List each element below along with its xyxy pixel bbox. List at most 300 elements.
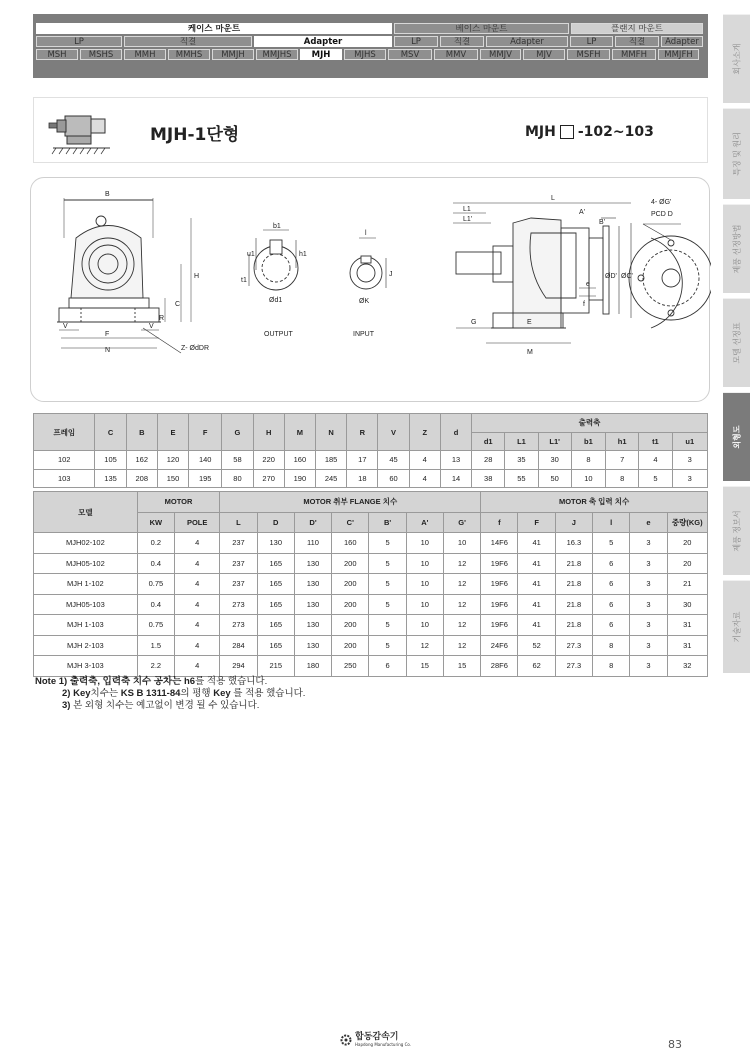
top-navigation — [33, 14, 708, 78]
side-tab-label: 기술자료 — [732, 611, 741, 643]
table-header-cell: J — [555, 512, 592, 533]
dim-d1: Ød1 — [269, 297, 283, 304]
table-cell: 220 — [253, 451, 284, 470]
table-header-cell: 출력축 — [472, 414, 708, 433]
table-cell: 14 — [440, 469, 471, 488]
table-cell: 110 — [294, 533, 331, 554]
notes — [35, 676, 305, 712]
table-cell: 18 — [347, 469, 378, 488]
table-cell: 12 — [443, 635, 480, 656]
table-cell: 208 — [126, 469, 157, 488]
side-tab[interactable] — [723, 580, 750, 673]
table-cell: 5 — [369, 594, 406, 615]
table-cell: 3 — [630, 553, 667, 574]
table-row — [34, 635, 708, 656]
table-cell: 8 — [571, 451, 605, 470]
side-tab[interactable] — [723, 486, 750, 575]
table-cell: 200 — [332, 594, 369, 615]
table-cell: 21.8 — [555, 574, 592, 595]
table-cell: 162 — [126, 451, 157, 470]
nav-tab-mshs[interactable]: MSHS — [80, 49, 122, 60]
table-cell: MJH 1-102 — [34, 574, 138, 595]
table-cell: 3 — [630, 635, 667, 656]
table-header-cell: G — [222, 414, 253, 451]
table-cell: 180 — [294, 656, 331, 677]
side-tab[interactable] — [723, 298, 750, 387]
table-header-cell: B' — [369, 512, 406, 533]
table-cell: 3 — [630, 615, 667, 636]
model-dimension-table — [33, 491, 708, 677]
dim-L1-prime: L1' — [463, 216, 473, 223]
table-cell: 24F6 — [481, 635, 518, 656]
table-header-cell: G' — [443, 512, 480, 533]
table-cell: 200 — [332, 553, 369, 574]
table-header-cell: u1 — [672, 432, 707, 451]
nav-tab-mmh[interactable]: MMH — [124, 49, 166, 60]
table-cell: 30 — [667, 594, 707, 615]
table-header-cell: b1 — [571, 432, 605, 451]
nav-mount-row — [36, 23, 703, 34]
dim-Z: Z- ØdDR — [181, 345, 209, 352]
nav-tab-케이스-마운트[interactable]: 케이스 마운트 — [36, 23, 392, 34]
table-cell: 6 — [593, 594, 630, 615]
table-cell: 3 — [630, 594, 667, 615]
technical-drawing-panel — [30, 177, 710, 402]
side-tab-label: 외형도 — [732, 425, 741, 449]
table-cell: 38 — [472, 469, 505, 488]
nav-tab-lp[interactable]: LP — [570, 36, 613, 47]
table-cell: 190 — [284, 469, 315, 488]
table-cell: 17 — [347, 451, 378, 470]
table-cell: 3 — [630, 574, 667, 595]
table-cell: 10 — [406, 594, 443, 615]
table-cell: 8 — [606, 469, 639, 488]
table-header-cell: H — [253, 414, 284, 451]
dim-h1: h1 — [299, 251, 307, 258]
model-table-header — [34, 492, 708, 533]
table-header-cell: Z — [409, 414, 440, 451]
table-cell: 103 — [34, 469, 95, 488]
dim-C: C — [175, 301, 181, 308]
table-cell: 31 — [667, 615, 707, 636]
table-cell: 4 — [175, 635, 220, 656]
nav-tab-mjh[interactable]: MJH — [300, 49, 342, 60]
dim-V-left: V — [63, 323, 68, 330]
table-cell: 5 — [369, 533, 406, 554]
table-cell: 3 — [630, 656, 667, 677]
nav-tab-adapter[interactable]: Adapter — [254, 36, 392, 47]
nav-tab-mmhs[interactable]: MMHS — [168, 49, 210, 60]
dim-e: e — [586, 281, 590, 288]
table-cell: 19F6 — [481, 553, 518, 574]
dim-C-prime: ØC' — [621, 273, 633, 280]
nav-tab-lp[interactable]: LP — [36, 36, 122, 47]
dim-B: B — [105, 191, 110, 198]
table-row — [34, 615, 708, 636]
dim-J: J — [389, 271, 393, 278]
table-header-cell: KW — [137, 512, 174, 533]
nav-tab-mmv[interactable]: MMV — [434, 49, 478, 60]
table-header-cell: F — [189, 414, 222, 451]
table-cell: 120 — [157, 451, 188, 470]
table-header-cell: t1 — [639, 432, 672, 451]
table-cell: 10 — [443, 533, 480, 554]
table-cell: 273 — [220, 615, 257, 636]
dim-V-right: V — [149, 323, 154, 330]
table-cell: 5 — [369, 635, 406, 656]
table-cell: 41 — [518, 533, 555, 554]
table-cell: 6 — [593, 574, 630, 595]
table-header-cell: 중량(KG) — [667, 512, 707, 533]
table-cell: 31 — [667, 635, 707, 656]
page-title: MJH-1단형 — [150, 125, 240, 145]
model-table-body — [34, 533, 708, 677]
table-cell: 165 — [257, 553, 294, 574]
dim-b1: b1 — [273, 223, 281, 230]
label-input: INPUT — [353, 331, 374, 338]
table-cell: 16.3 — [555, 533, 592, 554]
frame-dimension-table — [33, 413, 708, 488]
table-cell: 0.2 — [137, 533, 174, 554]
table-cell: 41 — [518, 594, 555, 615]
table-cell: MJH05-102 — [34, 553, 138, 574]
frame-table-header — [34, 414, 708, 451]
dim-f: f — [583, 301, 585, 308]
table-header-cell: d — [440, 414, 471, 451]
dim-A-prime: A' — [579, 209, 586, 216]
table-cell: 12 — [406, 635, 443, 656]
table-header-cell: d1 — [472, 432, 505, 451]
dim-4-G-prime: 4- ØG' — [651, 199, 672, 206]
table-cell: 15 — [443, 656, 480, 677]
model-prefix: MJH — [525, 124, 556, 140]
table-cell: 30 — [538, 451, 571, 470]
table-header-cell: B — [126, 414, 157, 451]
table-row — [34, 469, 708, 488]
table-cell: 41 — [518, 553, 555, 574]
table-header-cell: V — [378, 414, 409, 451]
table-cell: MJH05-103 — [34, 594, 138, 615]
table-cell: 284 — [220, 635, 257, 656]
nav-tab-직결[interactable]: 직결 — [124, 36, 252, 47]
table-cell: MJH02-102 — [34, 533, 138, 554]
table-header-cell: N — [316, 414, 347, 451]
dim-L1: L1 — [463, 206, 471, 213]
model-suffix: -102~103 — [577, 124, 654, 140]
table-cell: 50 — [538, 469, 571, 488]
table-cell: 200 — [332, 635, 369, 656]
table-header-cell: MOTOR 축 입력 치수 — [481, 492, 708, 513]
footer-logo — [340, 1033, 411, 1047]
table-cell: 19F6 — [481, 615, 518, 636]
table-cell: MJH 3-103 — [34, 656, 138, 677]
dim-D-prime: ØD' — [605, 273, 617, 280]
table-cell: 0.75 — [137, 615, 174, 636]
table-cell: 130 — [294, 635, 331, 656]
table-cell: 0.75 — [137, 574, 174, 595]
nav-tab-mmjhs[interactable]: MMJHS — [256, 49, 298, 60]
dim-K: ØK — [359, 298, 370, 305]
table-cell: 35 — [505, 451, 538, 470]
nav-tab-msfh[interactable]: MSFH — [567, 49, 610, 60]
table-cell: 20 — [667, 533, 707, 554]
table-cell: 4 — [639, 451, 672, 470]
table-cell: 80 — [222, 469, 253, 488]
table-cell: 62 — [518, 656, 555, 677]
table-row — [34, 656, 708, 677]
nav-tab-베이스-마운트[interactable]: 베이스 마운트 — [394, 23, 569, 34]
dim-G: G — [471, 319, 477, 326]
table-header-cell: L — [220, 512, 257, 533]
table-cell: 237 — [220, 574, 257, 595]
gear-reducer-icon — [48, 110, 118, 158]
table-cell: 6 — [593, 553, 630, 574]
table-cell: 160 — [332, 533, 369, 554]
table-cell: 237 — [220, 553, 257, 574]
dim-l: l — [365, 230, 367, 237]
table-header-cell: 프레임 — [34, 414, 95, 451]
table-cell: 10 — [406, 574, 443, 595]
table-header-cell: E — [157, 414, 188, 451]
table-header-cell: l — [593, 512, 630, 533]
table-cell: 5 — [593, 533, 630, 554]
label-output: OUTPUT — [264, 331, 293, 338]
table-cell: 21.8 — [555, 594, 592, 615]
table-cell: 60 — [378, 469, 409, 488]
dim-M: M — [527, 349, 533, 356]
table-row — [34, 553, 708, 574]
nav-tab-mmfh[interactable]: MMFH — [612, 49, 656, 60]
table-cell: 273 — [220, 594, 257, 615]
table-cell: 52 — [518, 635, 555, 656]
table-cell: 294 — [220, 656, 257, 677]
table-cell: 1.5 — [137, 635, 174, 656]
table-cell: 130 — [294, 574, 331, 595]
table-cell: 135 — [95, 469, 126, 488]
table-cell: 4 — [409, 469, 440, 488]
nav-tab-mmjv[interactable]: MMJV — [480, 49, 521, 60]
nav-tab-플랜지-마운트[interactable]: 플랜지 마운트 — [571, 23, 703, 34]
table-cell: 270 — [253, 469, 284, 488]
table-cell: 8 — [593, 635, 630, 656]
table-cell: 12 — [443, 553, 480, 574]
table-cell: 130 — [294, 553, 331, 574]
table-cell: 150 — [157, 469, 188, 488]
model-code — [525, 124, 654, 140]
dim-u1: u1 — [247, 251, 255, 258]
dim-L: L — [551, 195, 555, 202]
table-cell: 5 — [639, 469, 672, 488]
table-cell: 45 — [378, 451, 409, 470]
table-cell: 102 — [34, 451, 95, 470]
table-cell: 165 — [257, 615, 294, 636]
dim-E: E — [527, 319, 532, 326]
table-cell: MJH 1-103 — [34, 615, 138, 636]
table-cell: 200 — [332, 615, 369, 636]
dim-F: F — [105, 331, 110, 338]
table-cell: 215 — [257, 656, 294, 677]
side-tab[interactable] — [723, 392, 750, 481]
table-header-cell: F — [518, 512, 555, 533]
dim-PCD: PCD D — [651, 211, 673, 218]
side-tab-label: 모델 선정표 — [732, 322, 741, 364]
table-cell: 195 — [189, 469, 222, 488]
table-cell: 165 — [257, 635, 294, 656]
table-cell: 0.4 — [137, 553, 174, 574]
page-number: 83 — [668, 1038, 682, 1051]
nav-tab-adapter[interactable]: Adapter — [661, 36, 703, 47]
table-header-cell: MOTOR 취부 FLANGE 치수 — [220, 492, 481, 513]
logo-subtext: Hapdong Manufacturing Co. — [355, 1042, 412, 1047]
side-tab[interactable] — [723, 14, 750, 103]
table-cell: 4 — [175, 574, 220, 595]
table-header-cell: MOTOR — [137, 492, 220, 513]
nav-tab-msv[interactable]: MSV — [388, 49, 432, 60]
nav-tab-직결[interactable]: 직결 — [440, 36, 484, 47]
nav-tab-msh[interactable]: MSH — [36, 49, 78, 60]
logo-text: 합동감속기 — [355, 1032, 399, 1042]
dim-R: R — [159, 315, 165, 322]
table-header-cell: L1 — [505, 432, 538, 451]
side-tab[interactable] — [723, 108, 750, 199]
nav-tab-mmjfh[interactable]: MMJFH — [658, 49, 699, 60]
table-row — [34, 574, 708, 595]
table-cell: 2.2 — [137, 656, 174, 677]
table-header-cell: R — [347, 414, 378, 451]
table-cell: 41 — [518, 574, 555, 595]
model-placeholder-box — [560, 125, 574, 139]
dim-t1: t1 — [241, 277, 247, 284]
table-cell: 5 — [369, 574, 406, 595]
table-cell: 12 — [443, 615, 480, 636]
note-1: Note 1) 출력축, 입력축 치수 공차는 h6를 적용 했습니다. — [35, 676, 268, 687]
table-header-cell: C — [95, 414, 126, 451]
table-cell: 28 — [472, 451, 505, 470]
table-cell: 15 — [406, 656, 443, 677]
side-tab-label: 회사소개 — [732, 43, 741, 75]
table-cell: 3 — [672, 469, 707, 488]
table-cell: 200 — [332, 574, 369, 595]
nav-tab-직결[interactable]: 직결 — [615, 36, 659, 47]
table-cell: 10 — [406, 553, 443, 574]
table-cell: 6 — [593, 615, 630, 636]
side-tab-label: 특징 및 원리 — [732, 132, 741, 176]
nav-tab-lp[interactable]: LP — [394, 36, 438, 47]
table-header-cell: A' — [406, 512, 443, 533]
table-header-cell: C' — [332, 512, 369, 533]
table-cell: 21.8 — [555, 553, 592, 574]
table-cell: 19F6 — [481, 594, 518, 615]
side-tab-label: 제품 선정방법 — [732, 224, 741, 274]
table-cell: 4 — [175, 656, 220, 677]
table-header-cell: L1' — [538, 432, 571, 451]
table-cell: 105 — [95, 451, 126, 470]
table-cell: 130 — [294, 615, 331, 636]
table-cell: 4 — [175, 594, 220, 615]
table-cell: 7 — [606, 451, 639, 470]
table-cell: 165 — [257, 574, 294, 595]
table-header-cell: POLE — [175, 512, 220, 533]
table-cell: 10 — [571, 469, 605, 488]
table-cell: 250 — [332, 656, 369, 677]
dimension-drawing — [31, 178, 711, 403]
table-cell: 5 — [369, 553, 406, 574]
table-cell: 4 — [175, 615, 220, 636]
table-cell: 4 — [175, 553, 220, 574]
nav-model-row — [36, 49, 699, 60]
table-cell: 4 — [175, 533, 220, 554]
table-cell: 8 — [593, 656, 630, 677]
table-cell: 130 — [294, 594, 331, 615]
side-tab-label: 제품 정보서 — [732, 510, 741, 552]
table-cell: 21.8 — [555, 615, 592, 636]
nav-tab-mjhs[interactable]: MJHS — [344, 49, 386, 60]
table-cell: 185 — [316, 451, 347, 470]
nav-type-row — [36, 36, 703, 47]
dim-B-prime: B' — [599, 219, 606, 226]
table-header-cell: f — [481, 512, 518, 533]
table-cell: 5 — [369, 615, 406, 636]
frame-table-body — [34, 451, 708, 488]
table-row — [34, 533, 708, 554]
table-cell: 165 — [257, 594, 294, 615]
nav-tab-mmjh[interactable]: MMJH — [212, 49, 254, 60]
table-cell: 19F6 — [481, 574, 518, 595]
table-header-cell: D — [257, 512, 294, 533]
table-cell: 27.3 — [555, 635, 592, 656]
table-cell: 12 — [443, 574, 480, 595]
table-cell: 55 — [505, 469, 538, 488]
table-cell: 6 — [369, 656, 406, 677]
table-cell: 28F6 — [481, 656, 518, 677]
table-header-cell: h1 — [606, 432, 639, 451]
table-cell: 21 — [667, 574, 707, 595]
table-header-cell: M — [284, 414, 315, 451]
table-header-cell: D' — [294, 512, 331, 533]
table-cell: 3 — [672, 451, 707, 470]
nav-tab-mjv[interactable]: MJV — [523, 49, 565, 60]
table-cell: 3 — [630, 533, 667, 554]
table-cell: 58 — [222, 451, 253, 470]
table-cell: 140 — [189, 451, 222, 470]
table-cell: 13 — [440, 451, 471, 470]
table-cell: MJH 2-103 — [34, 635, 138, 656]
note-2: 2) Key치수는 KS B 1311-84의 평행 Key 를 적용 했습니다. — [62, 688, 306, 699]
table-header-cell: e — [630, 512, 667, 533]
dim-N: N — [105, 347, 111, 354]
table-cell: 10 — [406, 615, 443, 636]
table-row — [34, 594, 708, 615]
table-cell: 14F6 — [481, 533, 518, 554]
table-cell: 20 — [667, 553, 707, 574]
table-cell: 130 — [257, 533, 294, 554]
table-cell: 0.4 — [137, 594, 174, 615]
table-cell: 237 — [220, 533, 257, 554]
table-cell: 32 — [667, 656, 707, 677]
nav-tab-adapter[interactable]: Adapter — [486, 36, 568, 47]
table-cell: 41 — [518, 615, 555, 636]
side-tab[interactable] — [723, 204, 750, 293]
table-header-cell: 모델 — [34, 492, 138, 533]
table-header-row — [34, 414, 708, 433]
table-cell: 4 — [409, 451, 440, 470]
table-cell: 160 — [284, 451, 315, 470]
table-cell: 245 — [316, 469, 347, 488]
gear-logo-icon — [340, 1034, 352, 1046]
table-cell: 27.3 — [555, 656, 592, 677]
dim-H: H — [194, 273, 200, 280]
table-cell: 12 — [443, 594, 480, 615]
